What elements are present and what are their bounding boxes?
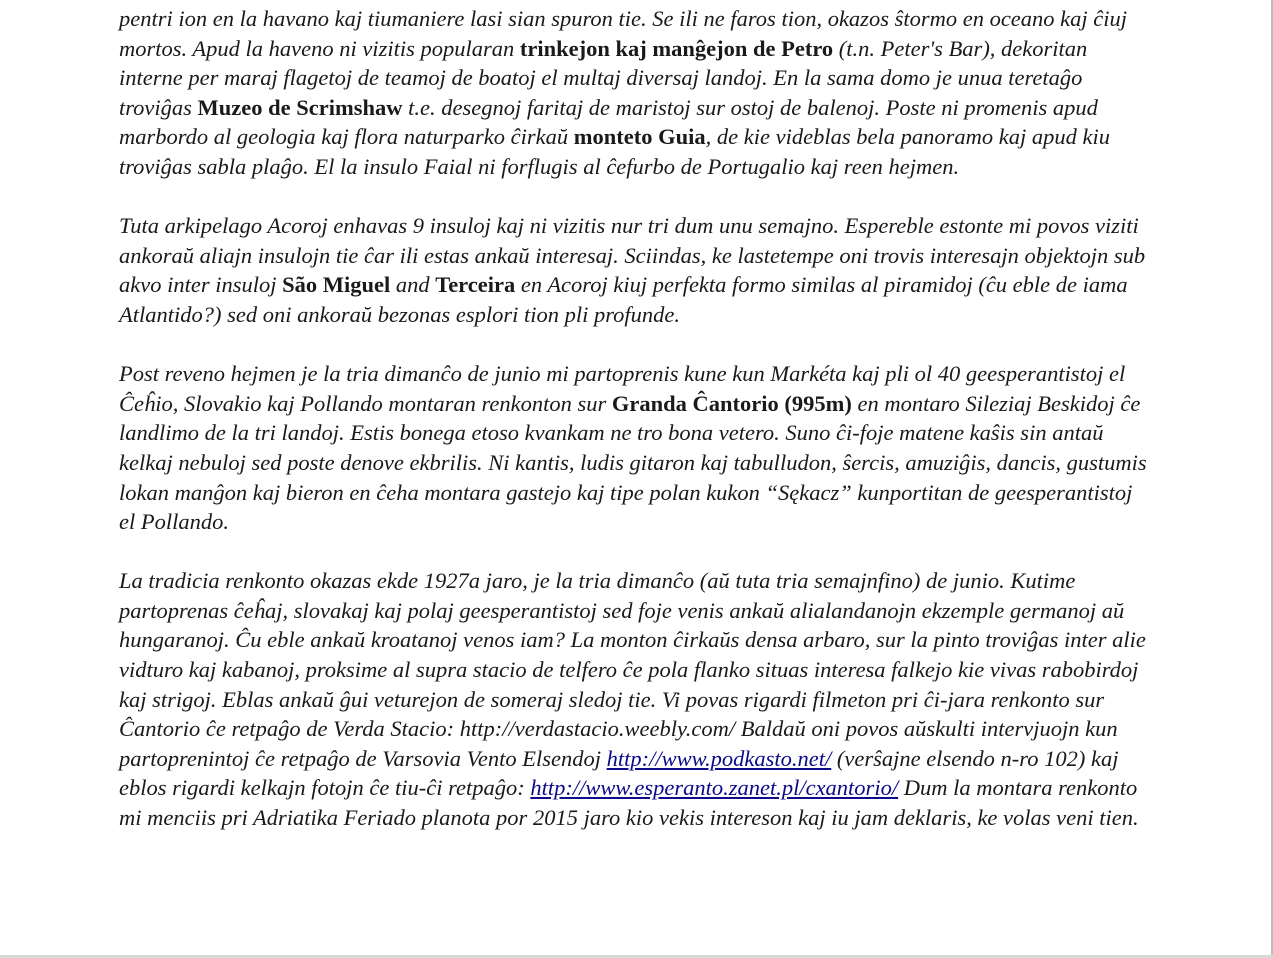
text-span: en Acoroj kiuj perfekta formo similas al piramidoj (ĉu eble de iama Atlantido?) sed oni ankoraŭ bezonas esplori tion pli profunde.	[119, 272, 1128, 327]
paragraph-azores-horta	[119, 4, 1149, 182]
text-span: and	[390, 272, 436, 298]
bold-term-sao-miguel: São Miguel	[282, 272, 391, 298]
link-podkasto[interactable]: http://www.podkasto.net/	[606, 745, 832, 771]
text-span: t.e. desegnoj faritaj de maristoj sur ostoj de balenoj. Poste ni promenis apud marbordo al geologia kaj flora naturparko ĉirkaŭ	[119, 94, 1098, 150]
bold-term-scrimshaw-museum: Muzeo de Scrimshaw	[197, 94, 403, 120]
bold-term-terceira: Terceira	[435, 272, 516, 298]
article-body	[119, 4, 1149, 833]
text-span: (t.n. Peter's Bar), dekoritan interne per maraj flagetoj de teamoj de boatoj el multaj diversaj landoj. En la sama domo je unua teretaĝo troviĝas	[119, 35, 1088, 120]
text-span: pentri ion en la havano kaj tiumaniere lasi sian spuron tie. Se ili ne faros tion, okazos ŝtormo en oceano kaj ĉiuj mortos. Apud la haveno ni vizitis popularan	[119, 6, 1128, 61]
bold-term-granda-cantorio: Granda Ĉantorio (995m)	[611, 390, 852, 416]
text-span: Post reveno hejmen je la tria dimanĉo de junio mi partoprenis kune kun Markéta kaj pli ol 40 geesperantistoj el Ĉeĥio, Slovakio kaj Pollando montaran renkonton sur	[119, 361, 1126, 416]
paragraph-archipelago	[119, 211, 1149, 329]
paragraph-traditional-meeting	[119, 566, 1149, 832]
paragraph-cantorio-meeting	[119, 359, 1149, 537]
bold-term-peters-bar: trinkejon kaj manĝejon de Petro	[519, 35, 834, 61]
text-span: , de kie videblas bela panoramo kaj apud kiu troviĝas sabla plaĝo. El la insulo Faial ni forflugis al ĉefurbo de Portugalio kaj reen hejmen.	[119, 124, 1110, 179]
text-span: en montaro Sileziaj Beskidoj ĉe landlimo de la tri landoj. Estis bonega etoso kvankam ne tro bona vetero. Suno ĉi-foje matene kaŝis sin antaŭ kelkaj nebuloj sed poste denove ekbrilis. Ni kantis, ludis gitaron kaj tabulludon, ŝercis, amuziĝis, dancis, gustumis lokan manĝon kaj bieron en ĉeha montara gastejo kaj tipe polan kukon “Sękacz” kunportitan de geesperantistoj el Pollando.	[119, 390, 1147, 535]
link-esperanto-zanet[interactable]: http://www.esperanto.zanet.pl/cxantorio/	[530, 775, 899, 801]
text-span: Dum la montara renkonto mi menciis pri Adriatika Feriado planota por 2015 jaro kio vekis intereson kaj iu jam deklaris, ke volas veni tien.	[119, 775, 1139, 831]
text-span: La tradicia renkonto okazas ekde 1927a jaro, je la tria dimanĉo (aŭ tuta tria semajnfino) de junio. Kutime partoprenas ĉeĥaj, slovakaj kaj polaj geesperantistoj sed foje venis ankaŭ alialandanojn ekzemple germanoj aŭ hungaranoj. Ĉu eble ankaŭ kroatanoj venos iam? La monton ĉirkaŭs densa arbaro, sur la pinto troviĝas inter alie vidturo kaj kabanoj, proksime al supra stacio de telfero ĉe pola flanko situas interesa falkejo kie vivas rabobirdoj kaj strigoj. Eblas ankaŭ ĝui veturejon de someraj sledoj tie. Vi povas rigardi filmeton pri ĉi-jara renkonto sur Ĉantorio ĉe retpaĝo de Verda Stacio: http://verdastacio.weebly.com/ Baldaŭ oni povos aŭskulti intervjuojn kun partoprenintoj ĉe retpaĝo de Varsovia Vento Elsendoj	[119, 568, 1146, 771]
bold-term-monteto-guia: monteto Guia	[573, 124, 706, 150]
text-span: (verŝajne elsendo n-ro 102) kaj eblos rigardi kelkajn fotojn ĉe tiu-ĉi retpaĝo:	[119, 745, 1119, 801]
text-span: Tuta arkipelago Acoroj enhavas 9 insuloj kaj ni vizitis nur tri dum unu semajno. Espereble estonte mi povos viziti ankoraŭ aliajn insulojn tie ĉar ili estas ankaŭ interesaj. Sciindas, ke lastetempe oni trovis interesajn objektojn sub akvo inter insuloj	[119, 213, 1146, 298]
